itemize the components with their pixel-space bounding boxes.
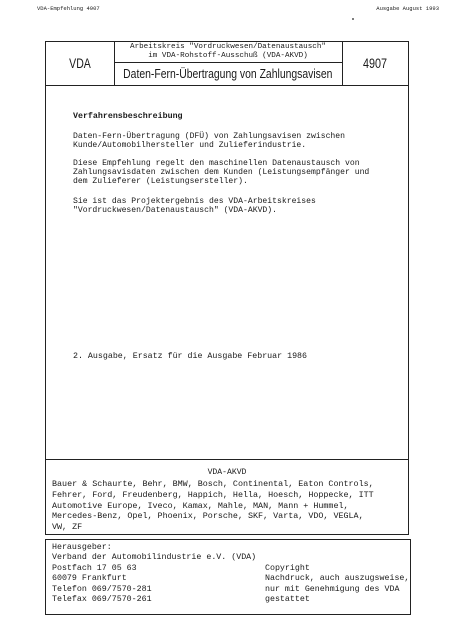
edition-note: 2. Ausgabe, Ersatz für die Ausgabe Februar 1986 [73, 352, 308, 361]
paragraph: Daten-Fern-Übertragung (DFÜ) von Zahlungsavisen zwischen Kunde/Automobilhersteller und Zulieferindustrie. [73, 132, 345, 151]
paragraph: Sie ist das Projektergebnis des VDA-Arbeitskreises "Vordruckwesen/Datenaustausch" (VDA-AKVD). [73, 197, 316, 216]
org-label: VDA [69, 56, 91, 71]
paragraph: Diese Empfehlung regelt den maschinellen Datenaustausch von Zahlungsavisdaten zwischen dem Kunden (Leistungsempfänger und dem Zulieferer (Leistungsersteller). [73, 159, 370, 187]
section-heading: Verfahrensbeschreibung [73, 112, 183, 121]
content-separator [46, 459, 408, 460]
akvd-heading: VDA-AKVD [207, 468, 247, 477]
akvd-member-list: Bauer & Schaurte, Behr, BMW, Bosch, Continental, Eaton Controls, Fehrer, Ford, Freudenberg, Happich, Hella, Hoesch, Hoppecke, ITT Automotive Europe, Iveco, Kamax, Mahle, MAN, Mann + Hummel, Mercedes-Benz, Opel, Phoenix, Porsche, SKF, Varta, VDO, VEGLA, VW, ZF [52, 479, 374, 533]
document-title-text: Daten-Fern-Übertragung von Zahlungsavisen [123, 66, 333, 81]
scan-speck [352, 18, 354, 20]
copyright-note: Copyright Nachdruck, auch auszugsweise, nur mit Genehmigung des VDA gestattet [265, 564, 410, 605]
document-number: 4907 [362, 56, 388, 71]
document-title [114, 63, 342, 84]
committee-line-1: Arbeitskreis "Vordruckwesen/Datenaustausch" [130, 43, 326, 51]
page-header-right: Ausgabe August 1993 [376, 5, 439, 12]
title-block [45, 41, 409, 86]
publisher-info: Herausgeber: Verband der Automobilindustrie e.V. (VDA) Postfach 17 05 63 60079 Frankfurt Telefon 069/7570-281 Telefax 069/7570-261 [52, 543, 257, 605]
page-header-left: VDA-Empfehlung 4907 [37, 5, 100, 12]
title-block-divider [342, 42, 343, 85]
committee-line-2: im VDA-Rohstoff-Ausschuß (VDA-AKVD) [148, 51, 308, 60]
